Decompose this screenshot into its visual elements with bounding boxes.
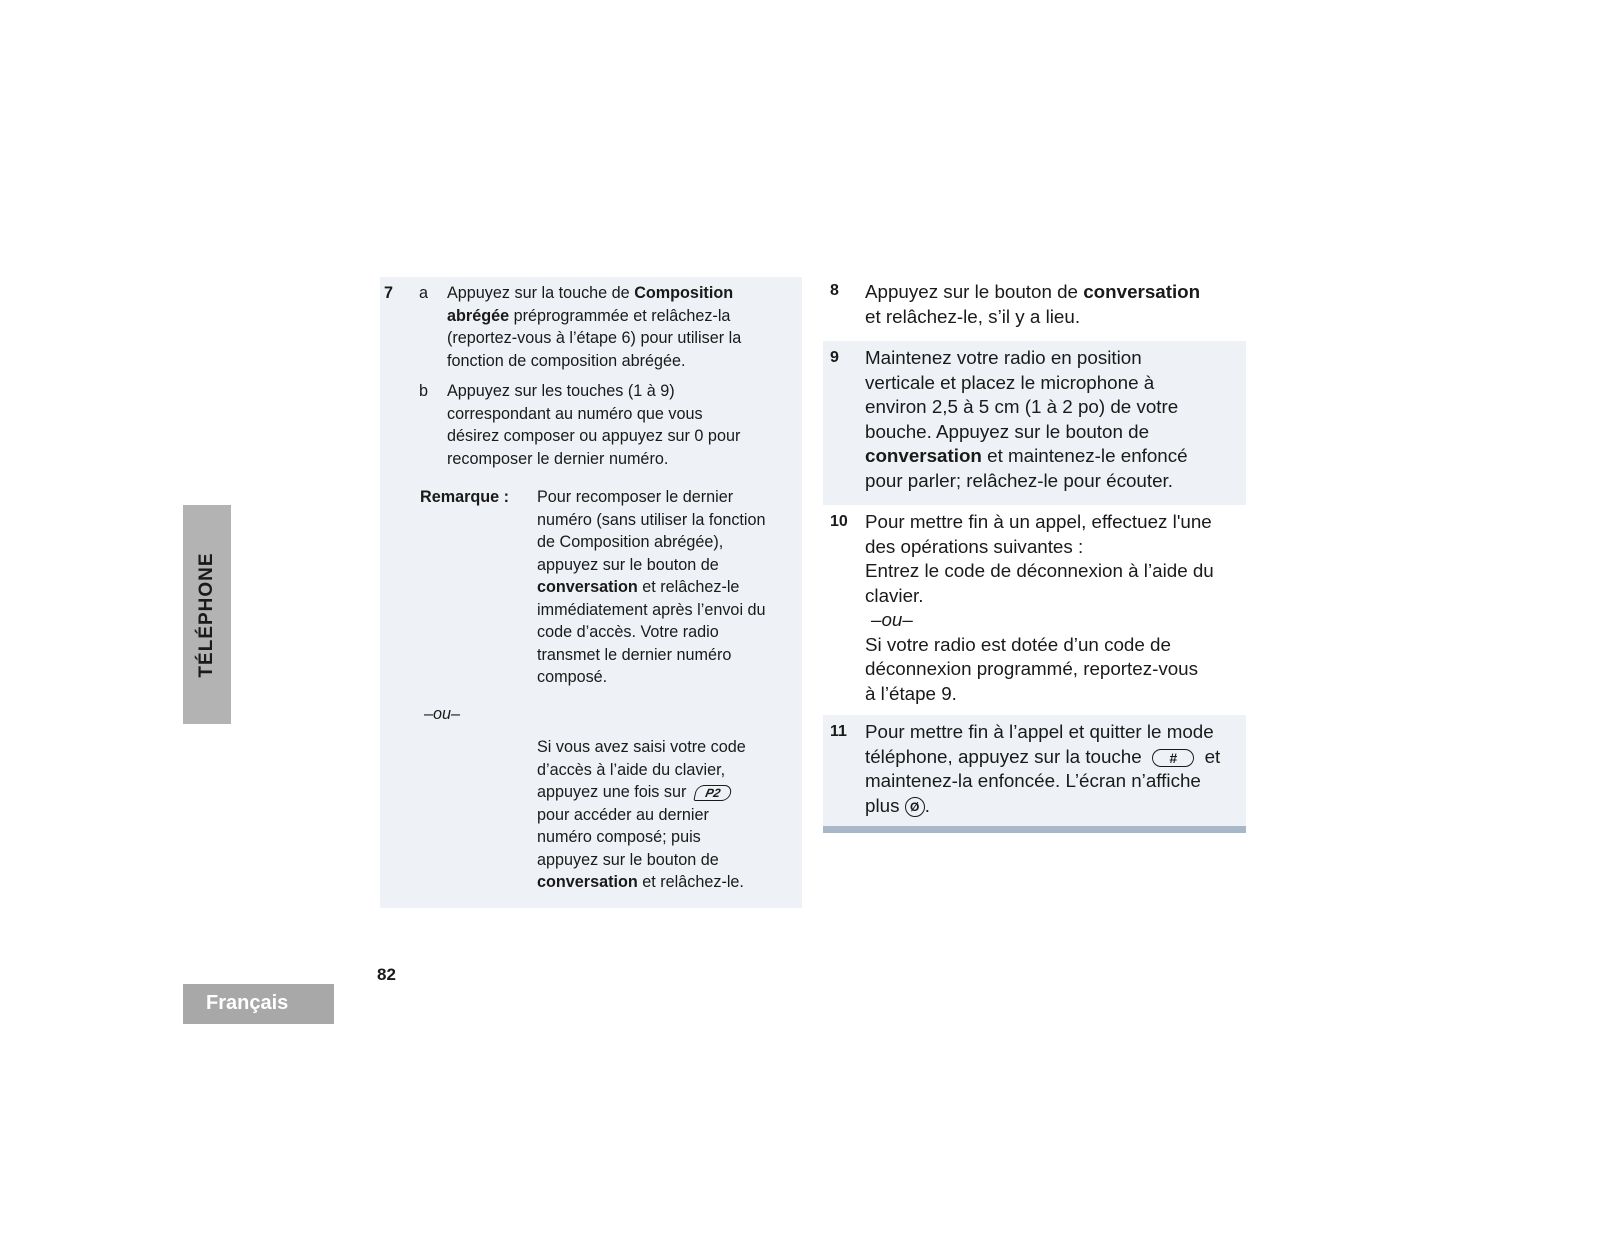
step-7-number: 7 bbox=[384, 284, 394, 302]
section-end-rule bbox=[823, 826, 1246, 833]
step-9-number: 9 bbox=[830, 349, 839, 366]
step-11-row bbox=[823, 715, 1246, 826]
page-number: 82 bbox=[377, 965, 396, 984]
step-8-row bbox=[823, 277, 1246, 341]
step-11-number: 11 bbox=[830, 723, 847, 740]
step-10-text: Pour mettre fin à un appel, effectuez l'une des opérations suivantes : Entrez le code de déconnexion à l’aide du clavier. –ou– Si votre radio est dotée d’un code de déconnexion programmé, reportez-vous à l’étape 9. bbox=[865, 510, 1240, 706]
step-10-row bbox=[823, 505, 1246, 715]
section-tab bbox=[183, 505, 231, 724]
language-label: Français bbox=[206, 992, 289, 1014]
step-7-box bbox=[380, 277, 802, 908]
note-label: Remarque : bbox=[420, 488, 510, 506]
step-9-row bbox=[823, 341, 1246, 505]
step-10-number: 10 bbox=[830, 513, 848, 530]
hash-key-icon: # bbox=[1152, 749, 1194, 767]
section-tab-label: TÉLÉPHONE bbox=[196, 551, 217, 678]
note-text: Pour recomposer le dernier numéro (sans utiliser la fonction de Composition abrégée), appuyez sur le bouton de conversation et relâchez-le immédiatement après l’envoi du code d’accès. Votre radio transmet le dernier numéro composé. bbox=[537, 488, 766, 686]
step-9-text: Maintenez votre radio en position verticale et placez le microphone à environ 2,5 à 5 cm (1 à 2 po) de votre bouche. Appuyez sur le bouton de conversation et maintenez-le enfoncé pour parler; relâchez-le pour écouter. bbox=[865, 347, 1188, 491]
or-separator-2: –ou– bbox=[871, 609, 913, 630]
step-8-text: Appuyez sur le bouton de conversation et relâchez-le, s’il y a lieu. bbox=[865, 281, 1201, 327]
step-7a-letter: a bbox=[419, 284, 429, 302]
step-7a-text: Appuyez sur la touche de Composition abrégée préprogrammée et relâchez-la (reportez-vous à l’étape 6) pour utiliser la fonction de composition abrégée. bbox=[447, 284, 742, 370]
step-11-text: Pour mettre fin à l’appel et quitter le mode téléphone, appuyez sur la touche # et maintenez-la enfoncée. L’écran n’affiche plus Ø . bbox=[865, 721, 1221, 816]
step-7b-text: Appuyez sur les touches (1 à 9) correspondant au numéro que vous désirez composer ou appuyez sur 0 pour recomposer le dernier numéro. bbox=[447, 382, 741, 468]
or-separator: –ou– bbox=[424, 705, 461, 723]
step-7b-letter: b bbox=[419, 382, 429, 400]
p2-key-icon: P2 bbox=[694, 785, 733, 801]
step-8-number: 8 bbox=[830, 282, 839, 299]
no-service-symbol-icon: Ø bbox=[905, 797, 925, 817]
alt-text: Si vous avez saisi votre code d’accès à l’aide du clavier, appuyez une fois sur P2 pour accéder au dernier numéro composé; puis appuyez sur le bouton de conversation et relâchez-le. bbox=[537, 738, 746, 891]
language-tab bbox=[183, 984, 334, 1024]
